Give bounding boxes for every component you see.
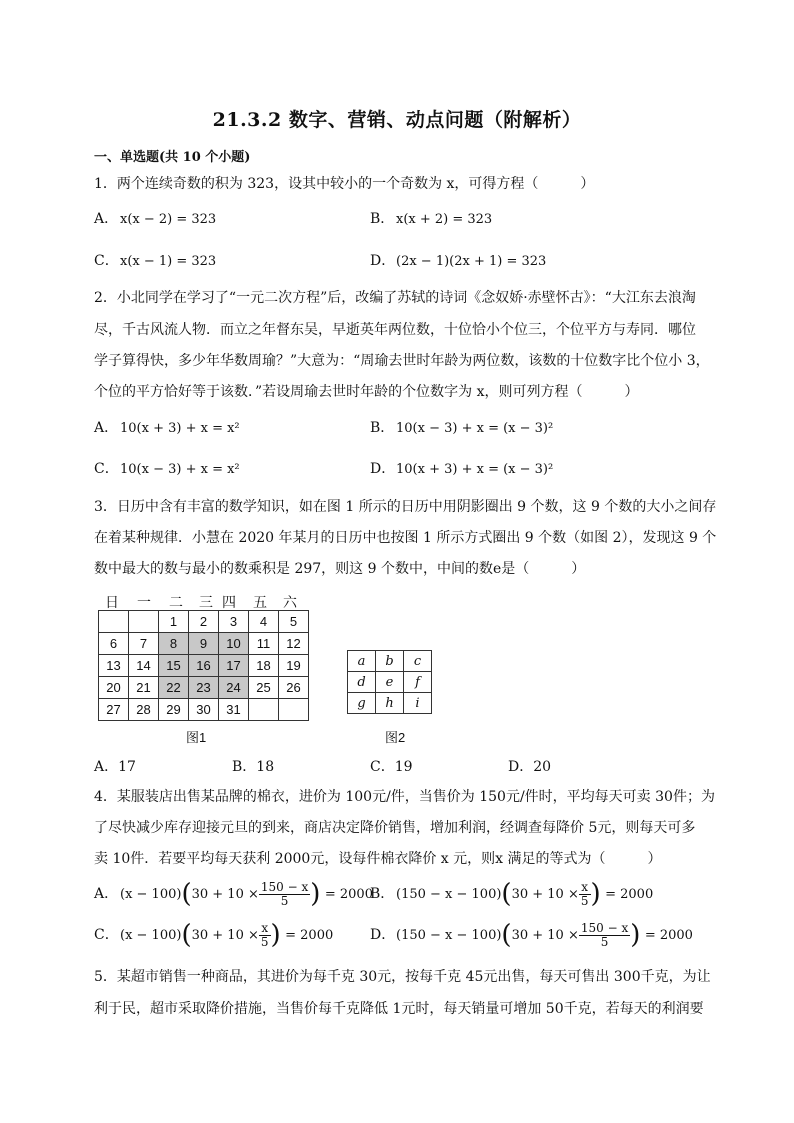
option-expression-part: = 2000 xyxy=(324,887,373,902)
option-expression-part: (x − 100) xyxy=(120,928,182,943)
option-label: A． xyxy=(94,886,119,902)
fraction-numerator: x xyxy=(579,881,591,895)
fraction-numerator: 150 − x xyxy=(260,879,309,894)
question-2-line: 尽，千古风流人物．而立之年督东吴，早逝英年两位数，十位恰小个位三，个位平方与寿同．哪位 xyxy=(94,322,696,338)
calendar-cell: 25 xyxy=(249,677,279,699)
question-4-line: 卖 10件．若要平均每天获利 2000元，设每件棉衣降价 x 元，则x 满足的等式为（ ） xyxy=(94,851,662,867)
weekday-label: 日 xyxy=(105,594,119,610)
option-expression: 10(x − 3) + x = x² xyxy=(120,462,240,477)
option-expression-part: = 2000 xyxy=(605,887,654,902)
fraction-numerator: 150 − x xyxy=(580,920,629,935)
grid-cell: h xyxy=(376,693,404,714)
q4-option-a[interactable]: A． (x − 100)(30 + 10 × $\frac{150 - x}{5}$ ) = 2000 xyxy=(94,876,373,913)
calendar-cell-shaded: 10 xyxy=(219,633,249,655)
option-expression: (2x − 1)(2x + 1) = 323 xyxy=(396,254,547,269)
figure-2-caption: 图2 xyxy=(385,730,406,745)
grid-cell: f xyxy=(404,672,432,693)
calendar-cell-shaded: 16 xyxy=(189,655,219,677)
option-label: C． xyxy=(94,253,119,269)
option-expression-part: 30 + 10 × xyxy=(511,928,579,943)
calendar-cell: 1 xyxy=(159,611,189,633)
calendar-cell: 18 xyxy=(249,655,279,677)
calendar-cell: 31 xyxy=(219,699,249,721)
option-expression-part: = 2000 xyxy=(285,928,334,943)
option-label: C． xyxy=(94,927,119,943)
fraction-denominator: 5 xyxy=(600,934,609,949)
calendar-cell: 30 xyxy=(189,699,219,721)
grid-cell: g xyxy=(348,693,376,714)
option-expression: x(x − 1) = 323 xyxy=(120,254,217,269)
option-label: A． xyxy=(94,420,119,436)
q2-option-d[interactable] xyxy=(370,459,553,480)
q3-option-c[interactable]: C．19 xyxy=(370,759,413,775)
calendar-cell-shaded: 15 xyxy=(159,655,189,677)
calendar-cell xyxy=(99,611,129,633)
q1-option-c[interactable] xyxy=(94,251,216,272)
q1-option-a[interactable] xyxy=(94,209,216,230)
fraction xyxy=(259,922,271,949)
question-4-line: 4．某服装店出售某品牌的棉衣，进价为 100元/件，当售价为 150元/件时，平均每天可卖 30件；为 xyxy=(94,789,715,805)
calendar-cell-shaded: 9 xyxy=(189,633,219,655)
q2-option-a[interactable] xyxy=(94,418,240,439)
q2-option-c[interactable] xyxy=(94,459,240,480)
calendar-cell-shaded: 23 xyxy=(189,677,219,699)
option-expression: x(x − 2) = 323 xyxy=(120,212,217,227)
grid-cell: a xyxy=(348,651,376,672)
option-expression-part: 30 + 10 × xyxy=(191,887,259,902)
grid-cell: c xyxy=(404,651,432,672)
question-5-line: 5．某超市销售一种商品，其进价为每千克 30元，按每千克 45元出售，每天可售出 300千克，为让 xyxy=(94,969,711,985)
q4-option-c[interactable]: C．(x − 100)(30 + 10 × $\frac{x}{5}$ ) = 2000 xyxy=(94,917,333,954)
question-3-line: 数中最大的数与最小的数乘积是 297，则这 9 个数中，中间的数e是（ ） xyxy=(94,561,586,577)
question-3-line: 在着某种规律．小慧在 2020 年某月的日历中也按图 1 所示方式圈出 9 个数（如图 2），发现这 9 个 xyxy=(94,530,717,546)
option-expression: x(x + 2) = 323 xyxy=(396,212,493,227)
option-expression-part: 30 + 10 × xyxy=(511,887,579,902)
q4-option-b[interactable]: B． (150 − x − 100)(30 + 10 × $\frac{x}{5}$ ) = 2000 xyxy=(370,876,653,913)
option-label: B． xyxy=(370,211,395,227)
calendar-cell: 26 xyxy=(279,677,309,699)
calendar-cell: 20 xyxy=(99,677,129,699)
option-expression: 10(x + 3) + x = x² xyxy=(120,421,240,436)
fraction xyxy=(579,922,630,949)
document-title: 21.3.2 数字、营销、动点问题（附解析） xyxy=(212,109,582,131)
question-3-line: 3．日历中含有丰富的数学知识，如在图 1 所示的日历中用阴影圈出 9 个数，这 9 个数的大小之间存 xyxy=(94,499,717,515)
question-5-line: 利于民，超市采取降价措施，当售价每千克降低 1元时，每天销量可增加 50千克，若每天的利润要 xyxy=(94,1001,704,1017)
q2-option-b[interactable] xyxy=(370,418,553,439)
question-1-text: 1．两个连续奇数的积为 323，设其中较小的一个奇数为 x，可得方程（ ） xyxy=(94,176,595,192)
calendar-cell: 4 xyxy=(249,611,279,633)
calendar-cell: 13 xyxy=(99,655,129,677)
calendar-cell: 12 xyxy=(279,633,309,655)
option-label: B． xyxy=(370,420,395,436)
grid-cell: b xyxy=(376,651,404,672)
grid-figure-2 xyxy=(347,650,432,714)
fraction xyxy=(259,881,310,908)
calendar-cell xyxy=(279,699,309,721)
option-expression-part: (150 − x − 100) xyxy=(396,928,502,943)
q4-option-d[interactable]: D．(150 − x − 100)(30 + 10 × $\frac{150 - x}{5}$ ) = 2000 xyxy=(370,917,693,954)
fraction-denominator: 5 xyxy=(580,893,589,908)
calendar-cell: 5 xyxy=(279,611,309,633)
option-label: D． xyxy=(370,927,396,943)
option-expression-part: (x − 100) xyxy=(120,887,182,902)
option-expression-part: 30 + 10 × xyxy=(191,928,259,943)
calendar-cell: 11 xyxy=(249,633,279,655)
grid-cell: d xyxy=(348,672,376,693)
weekday-label: 四 xyxy=(222,594,236,610)
question-4-line: 了尽快减少库存迎接元旦的到来，商店决定降价销售，增加利润，经调查每降价 5元，则每天可多 xyxy=(94,820,696,836)
q1-option-b[interactable] xyxy=(370,209,492,230)
option-label: D． xyxy=(370,253,396,269)
weekday-label: 五 xyxy=(253,594,267,610)
calendar-cell-shaded: 17 xyxy=(219,655,249,677)
section-heading: 一、单选题(共 10 个小题) xyxy=(94,150,251,165)
fraction-denominator: 5 xyxy=(280,893,289,908)
fraction xyxy=(579,881,591,908)
question-2-line: 个位的平方恰好等于该数．”若设周瑜去世时年龄的个位数字为 x，则可列方程（ ） xyxy=(94,384,639,400)
option-expression: 10(x − 3) + x = (x − 3)² xyxy=(396,421,554,436)
calendar-cell xyxy=(129,611,159,633)
calendar-figure-1 xyxy=(98,610,309,721)
calendar-cell: 28 xyxy=(129,699,159,721)
calendar-cell: 21 xyxy=(129,677,159,699)
calendar-cell: 27 xyxy=(99,699,129,721)
fraction-denominator: 5 xyxy=(260,934,269,949)
calendar-cell xyxy=(249,699,279,721)
question-2-line: 2．小北同学在学习了“一元二次方程”后，改编了苏轼的诗词《念奴娇·赤壁怀古》：“大江东去浪淘 xyxy=(94,290,696,306)
option-expression-part: = 2000 xyxy=(644,928,693,943)
option-label: A． xyxy=(94,211,119,227)
q3-option-d[interactable]: D．20 xyxy=(508,759,552,775)
q1-option-d[interactable] xyxy=(370,251,546,272)
option-label: C． xyxy=(94,461,119,477)
calendar-cell: 29 xyxy=(159,699,189,721)
weekday-label: 三 xyxy=(199,594,213,610)
q3-option-b[interactable]: B．18 xyxy=(232,759,275,775)
weekday-label: 六 xyxy=(283,594,297,610)
option-expression: 10(x + 3) + x = (x − 3)² xyxy=(396,462,554,477)
calendar-cell: 14 xyxy=(129,655,159,677)
q3-option-a[interactable]: A．17 xyxy=(94,759,136,775)
weekday-label: 一 xyxy=(137,594,151,610)
figure-1-caption: 图1 xyxy=(186,730,207,745)
option-label: B． xyxy=(370,886,395,902)
option-label: D． xyxy=(370,461,396,477)
calendar-cell-shaded: 24 xyxy=(219,677,249,699)
grid-cell: e xyxy=(376,672,404,693)
weekday-label: 二 xyxy=(169,594,183,610)
calendar-cell: 6 xyxy=(99,633,129,655)
calendar-cell: 7 xyxy=(129,633,159,655)
question-2-line: 学子算得快，多少年华数周瑜？”大意为：“周瑜去世时年龄为两位数，该数的十位数字比个位小 3， xyxy=(94,353,710,369)
calendar-cell: 2 xyxy=(189,611,219,633)
calendar-cell: 19 xyxy=(279,655,309,677)
grid-cell: i xyxy=(404,693,432,714)
calendar-cell-shaded: 8 xyxy=(159,633,189,655)
calendar-cell: 3 xyxy=(219,611,249,633)
option-expression-part: (150 − x − 100) xyxy=(396,887,502,902)
fraction-numerator: x xyxy=(259,922,271,936)
calendar-cell-shaded: 22 xyxy=(159,677,189,699)
